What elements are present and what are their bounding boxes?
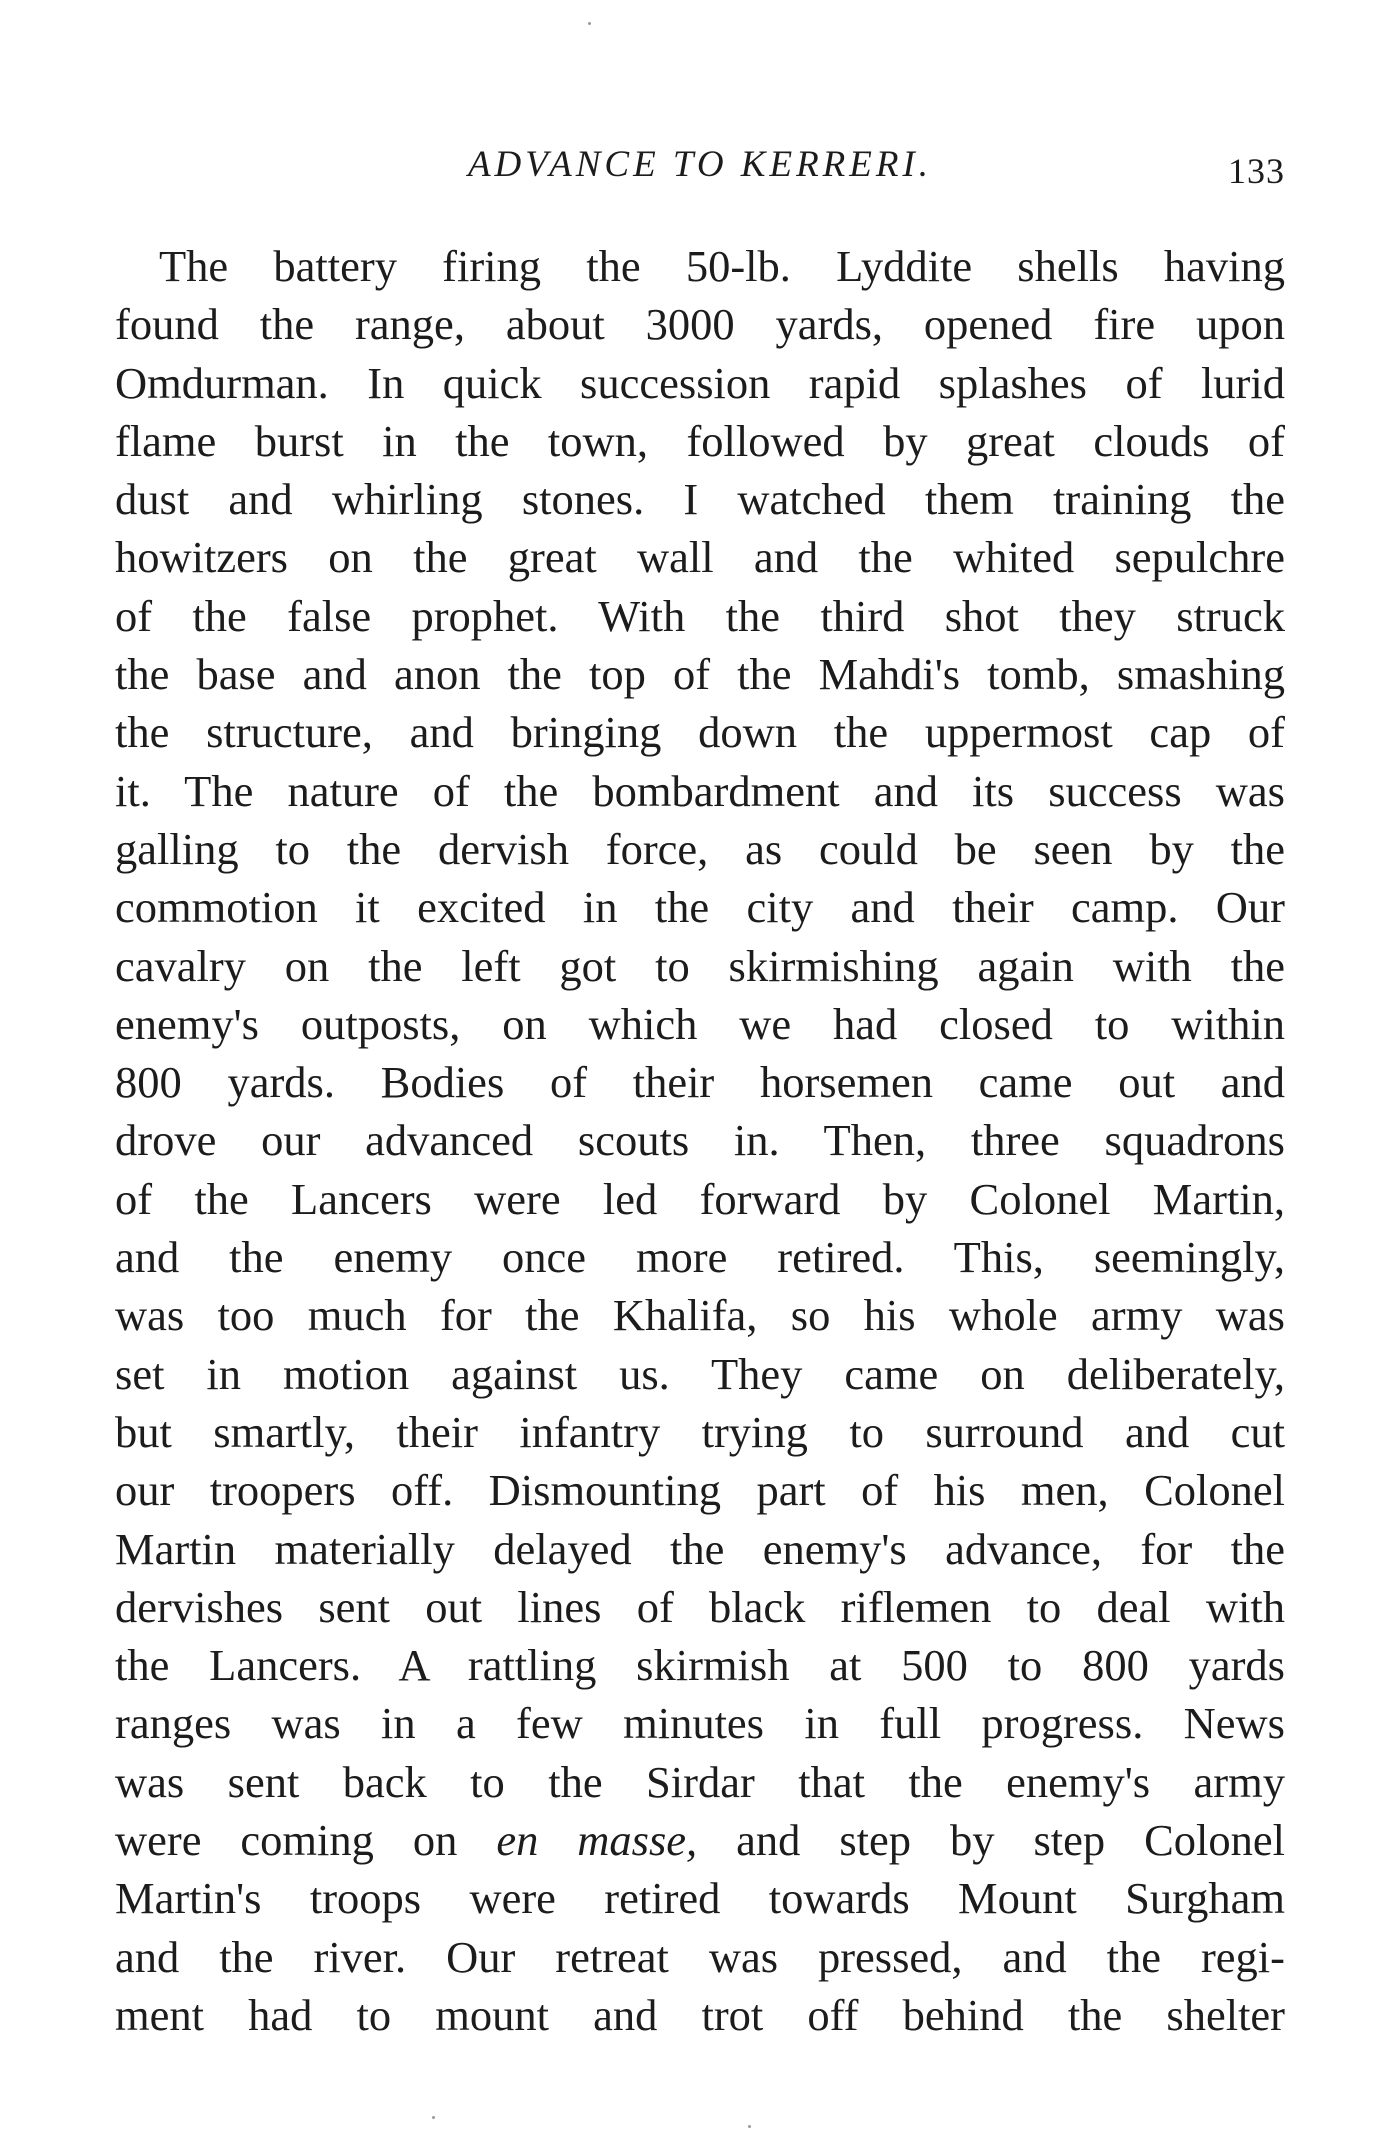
paper-speck bbox=[432, 2116, 435, 2119]
text-line: was sent back to the Sirdar that the enemy's army bbox=[115, 1756, 1285, 1807]
page-number: 133 bbox=[1228, 151, 1285, 191]
text-line: of the false prophet. With the third shot they struck bbox=[115, 590, 1285, 641]
text-line: enemy's outposts, on which we had closed to within bbox=[115, 998, 1285, 1049]
text-line: and the river. Our retreat was pressed, and the regi- bbox=[115, 1931, 1285, 1982]
text-line: our troopers off. Dismounting part of his men, Colonel bbox=[115, 1465, 1285, 1516]
paper-speck bbox=[748, 2125, 751, 2128]
text-line: dervishes sent out lines of black riflemen to deal with bbox=[115, 1581, 1285, 1632]
text-line: commotion it excited in the city and their camp. Our bbox=[115, 882, 1285, 933]
text-line: Martin materially delayed the enemy's advance, for the bbox=[115, 1523, 1285, 1574]
text-line: cavalry on the left got to skirmishing again with the bbox=[115, 940, 1285, 991]
text-line: the Lancers. A rattling skirmish at 500 to 800 yards bbox=[115, 1640, 1285, 1691]
running-head bbox=[115, 140, 1285, 190]
body-paragraph bbox=[115, 237, 1285, 2044]
text-segment: were coming on bbox=[115, 1815, 497, 1866]
text-line: ment had to mount and trot off behind the shelter bbox=[115, 1989, 1285, 2040]
text-line: the base and anon the top of the Mahdi's tomb, smashing bbox=[115, 649, 1285, 700]
running-title: ADVANCE TO KERRERI. bbox=[467, 144, 933, 185]
text-line: the structure, and bringing down the uppermost cap of bbox=[115, 707, 1285, 758]
paper-speck bbox=[588, 22, 591, 25]
text-line: Martin's troops were retired towards Mount Surgham bbox=[115, 1873, 1285, 1924]
text-line: was too much for the Khalifa, so his whole army was bbox=[115, 1290, 1285, 1341]
text-line: and the enemy once more retired. This, seemingly, bbox=[115, 1232, 1285, 1283]
text-line: of the Lancers were led forward by Colonel Martin, bbox=[115, 1173, 1285, 1224]
text-line: howitzers on the great wall and the whited sepulchre bbox=[115, 532, 1285, 583]
text-line: flame burst in the town, followed by great clouds of bbox=[115, 415, 1285, 466]
text-segment: and step by step Colonel bbox=[697, 1815, 1285, 1866]
text-line: ranges was in a few minutes in full progress. News bbox=[115, 1698, 1285, 1749]
text-line: but smartly, their infantry trying to surround and cut bbox=[115, 1406, 1285, 1457]
text-line: set in motion against us. They came on deliberately, bbox=[115, 1348, 1285, 1399]
text-line: it. The nature of the bombardment and its success was bbox=[115, 765, 1285, 816]
text-line: 800 yards. Bodies of their horsemen came out and bbox=[115, 1057, 1285, 1108]
text-line: drove our advanced scouts in. Then, three squadrons bbox=[115, 1115, 1285, 1166]
text-line: found the range, about 3000 yards, opened fire upon bbox=[115, 299, 1285, 350]
text-line: galling to the dervish force, as could be seen by the bbox=[115, 823, 1285, 874]
text-line: Omdurman. In quick succession rapid splashes of lurid bbox=[115, 357, 1285, 408]
text-line: dust and whirling stones. I watched them training the bbox=[115, 474, 1285, 525]
italic-phrase: en masse, bbox=[496, 1815, 698, 1866]
text-line-with-italic bbox=[115, 1811, 1285, 1869]
text-line: The battery firing the 50-lb. Lyddite shells having bbox=[159, 241, 1285, 291]
